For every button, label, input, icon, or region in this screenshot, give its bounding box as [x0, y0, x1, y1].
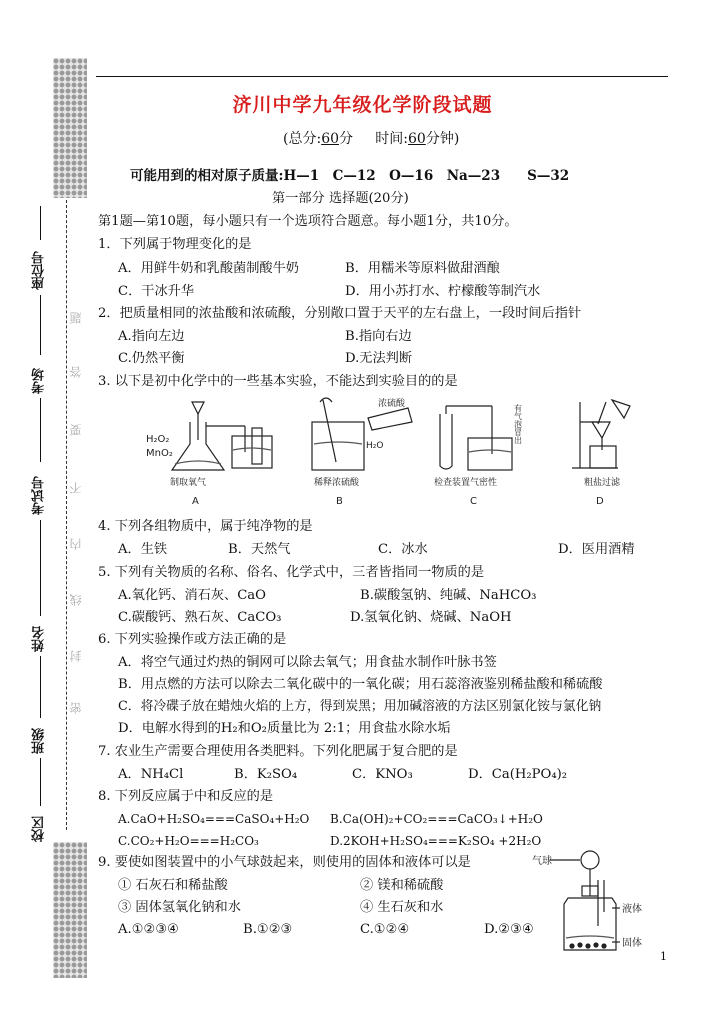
- name-label: 姓名: [32, 626, 47, 652]
- page-number: 1: [660, 950, 667, 963]
- option: A.指向左边: [118, 329, 185, 344]
- seal-char: 要: [69, 424, 83, 436]
- question-stem: 1．下列属于物理变化的是: [98, 237, 252, 252]
- figure-letter: B: [336, 496, 343, 507]
- option: B.①②③: [243, 922, 293, 937]
- exam-number-label: 考试号: [32, 476, 47, 515]
- section-heading: 第一部分 选择题(20分): [272, 191, 409, 206]
- figure-label: MnO₂: [146, 448, 173, 459]
- option: D．电解水得到的H₂和O₂质量比为 2:1；用食盐水除水垢: [118, 721, 451, 736]
- score-unit: 分: [339, 131, 354, 147]
- option: D.氢氧化钠、烧碱、NaOH: [350, 610, 512, 625]
- checker-pattern-top: [53, 58, 87, 198]
- question-stem: 8. 下列反应属于中和反应的是: [98, 789, 274, 804]
- class-label: 班级: [32, 728, 47, 754]
- option: C．冰水: [378, 542, 428, 557]
- option: A．用鲜牛奶和乳酸菌制酸牛奶: [118, 261, 299, 276]
- binding-sidebar: [0, 0, 95, 1024]
- option: D.2KOH+H₂SO₄===K₂SO₄ +2H₂O: [330, 834, 542, 848]
- question-stem: 5. 下列有关物质的名称、俗名、化学式中，三者皆指同一物质的是: [98, 565, 485, 580]
- option: A.CaO+H₂SO₄===CaSO₄+H₂O: [118, 812, 310, 826]
- option: D.②③④: [484, 922, 534, 937]
- balloon-apparatus-figure: [528, 846, 653, 958]
- figure-b-dilution: [312, 397, 412, 507]
- figure-c-airtight: [434, 403, 523, 507]
- campus-label: 校区: [32, 816, 47, 842]
- option: C.碳酸钙、熟石灰、CaCO₃: [118, 610, 282, 625]
- blank-line: [40, 295, 41, 355]
- option: B．K₂SO₄: [234, 767, 298, 782]
- question-stem: 2．把质量相同的浓盐酸和浓硫酸，分别敞口置于天平的左右盘上，一段时间后指针: [98, 306, 582, 321]
- option: ① 石灰石和稀盐酸: [118, 878, 228, 893]
- score-value: 60: [321, 131, 340, 147]
- blank-line: [40, 206, 41, 240]
- option: A.①②③④: [118, 922, 180, 937]
- option: D．医用酒精: [558, 542, 635, 557]
- checker-pattern-bottom: [53, 842, 87, 978]
- figure-label: 气球: [532, 856, 552, 867]
- option: B.Ca(OH)₂+CO₂===CaCO₃↓+H₂O: [330, 812, 543, 826]
- option: ② 镁和稀硫酸: [360, 878, 444, 893]
- option: D．Ca(H₂PO₄)₂: [468, 767, 568, 782]
- option: B.指向右边: [345, 329, 412, 344]
- seal-char: 答: [69, 366, 83, 378]
- experiment-figures: [140, 392, 640, 512]
- option: D．用小苏打水、柠檬酸等制汽水: [345, 284, 541, 299]
- question-stem: 9. 要使如图装置中的小气球鼓起来，则使用的固体和液体可以是: [98, 855, 471, 870]
- question-stem: 3. 以下是初中化学中的一些基本实验，不能达到实验目的的是: [98, 374, 458, 389]
- figure-d-filtration: [572, 400, 630, 507]
- question-stem: 7. 农业生产需要合理使用各类肥料。下列化肥属于复合肥的是: [98, 744, 458, 759]
- blank-line: [40, 758, 41, 806]
- option: C．将冷碟子放在蜡烛火焰的上方，得到炭黑；用加碱溶液的方法区别氯化铵与氯化钠: [118, 699, 602, 714]
- option: C．KNO₃: [352, 767, 413, 782]
- figure-label: 浓硫酸: [378, 399, 406, 409]
- atomic-masses: 可能用到的相对原子质量:H—1 C—12 O—16 Na—23 S—32: [130, 168, 570, 184]
- figure-label: 液体: [622, 904, 642, 915]
- seal-char: 线: [69, 594, 83, 606]
- option: A．将空气通过灼热的铜网可以除去氧气；用食盐水制作叶脉书签: [118, 655, 497, 670]
- figure-label: 有气泡冒出: [513, 404, 523, 444]
- seal-char: 封: [69, 650, 83, 662]
- option: B.碳酸氢钠、纯碱、NaHCO₃: [360, 588, 537, 603]
- option: ④ 生石灰和水: [360, 900, 444, 915]
- figure-label: H₂O₂: [146, 434, 170, 445]
- blank-line: [40, 398, 41, 462]
- time-prefix: 时间:: [375, 131, 408, 147]
- seal-char: 密: [69, 702, 83, 714]
- blank-line: [40, 656, 41, 718]
- seal-char: 不: [69, 482, 83, 494]
- option: B．用点燃的方法可以除去二氧化碳中的一氧化碳；用石蕊溶液鉴别稀盐酸和稀硫酸: [118, 677, 603, 692]
- option: C.CO₂+H₂O===H₂CO₃: [118, 834, 259, 848]
- instructions: 第1题—第10题，每小题只有一个选项符合题意。每小题1分，共10分。: [98, 214, 518, 229]
- exam-meta: [283, 130, 459, 148]
- figure-caption: 制取氧气: [170, 478, 207, 488]
- seal-char: 题: [69, 312, 83, 324]
- option: C．干冰升华: [118, 284, 195, 299]
- option: A．NH₄Cl: [118, 767, 184, 782]
- header-rule: [96, 76, 668, 77]
- time-unit: 分钟): [425, 131, 460, 147]
- seal-char: 内: [69, 538, 83, 550]
- seat-number-label: 座位号: [32, 251, 47, 290]
- seal-dashed-line: [66, 200, 67, 830]
- option: A.氧化钙、消石灰、CaO: [118, 588, 266, 603]
- option: B．天然气: [228, 542, 291, 557]
- question-stem: 4. 下列各组物质中，属于纯净物的是: [98, 519, 313, 534]
- figure-caption: 检查装置气密性: [434, 478, 498, 488]
- figure-letter: A: [192, 496, 199, 507]
- time-value: 60: [408, 131, 426, 147]
- score-prefix: (总分:: [283, 131, 322, 147]
- option: B．用糯米等原料做甜酒酿: [345, 261, 500, 276]
- blank-line: [40, 520, 41, 616]
- exam-room-label: 考场: [32, 368, 47, 394]
- page-title: 济川中学九年级化学阶段试题: [232, 94, 493, 116]
- figure-letter: D: [596, 496, 604, 507]
- figure-a-oxygen: [146, 402, 272, 507]
- option: C.①②④: [360, 922, 410, 937]
- option: ③ 固体氢氧化钠和水: [118, 900, 241, 915]
- figure-label: 固体: [622, 938, 642, 949]
- figure-letter: C: [470, 496, 477, 507]
- option: A．生铁: [118, 542, 168, 557]
- option: C.仍然平衡: [118, 351, 185, 366]
- figure-label: H₂O: [366, 441, 384, 451]
- figure-caption: 粗盐过滤: [584, 478, 621, 488]
- figure-caption: 稀释浓硫酸: [314, 478, 360, 488]
- question-stem: 6. 下列实验操作或方法正确的是: [98, 632, 287, 647]
- option: D.无法判断: [345, 351, 413, 366]
